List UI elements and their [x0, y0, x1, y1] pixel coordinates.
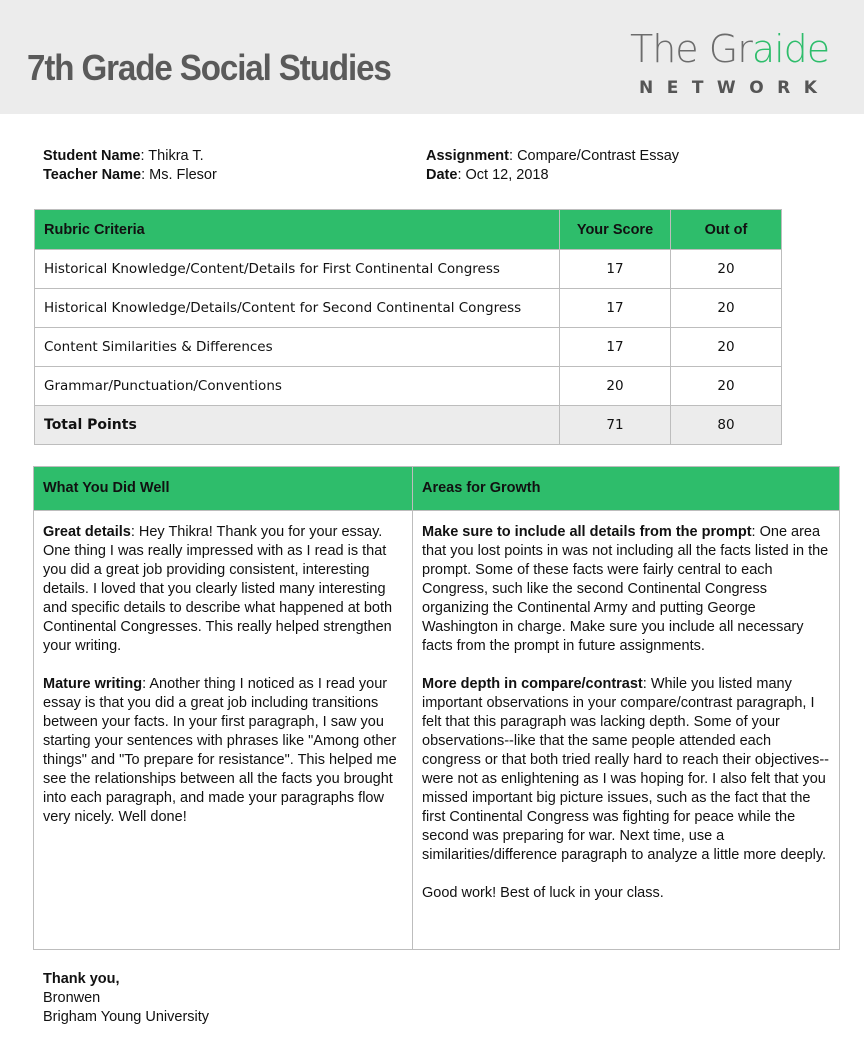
did-well-cell: [34, 511, 413, 950]
signoff: [43, 970, 209, 1027]
feedback-header-row: [34, 467, 840, 511]
feedback-text: : While you listed many important observations in your compare/contrast paragraph, I felt that this paragraph was lacking depth. Some of your observations--like that the same people attended each congress or that both tried really hard to reach their objectives--were not as enlightening as I was hoping for. I also felt that you missed important big picture issues, such as the fact that the first Continental Congress was fighting for peace while the second was preparing for war. Next time, use a similarities/difference paragraph to analyze a little more deeply.: [422, 676, 830, 863]
feedback-paragraph: [43, 675, 403, 827]
feedback-body-row: [34, 511, 840, 950]
score-cell: 17: [560, 250, 671, 289]
criteria-cell: Grammar/Punctuation/Conventions: [35, 367, 560, 406]
criteria-cell: Historical Knowledge/Details/Content for Second Continental Congress: [35, 289, 560, 328]
table-row: [35, 328, 782, 367]
closing-remark: Good work! Best of luck in your class.: [422, 885, 664, 901]
feedback-paragraph: [422, 675, 830, 865]
assignment-value: Compare/Contrast Essay: [517, 148, 680, 164]
graide-network-logo: [630, 28, 830, 100]
feedback-title: Great details: [43, 524, 131, 540]
out-of-cell: 20: [671, 289, 782, 328]
feedback-table: [33, 466, 840, 950]
rubric-table: [34, 209, 782, 445]
criteria-cell: Content Similarities & Differences: [35, 328, 560, 367]
assignment-line: Assignment: Compare/Contrast Essay: [426, 148, 680, 164]
out-of-header: Out of: [671, 210, 782, 250]
table-row: [35, 289, 782, 328]
logo-wordmark: [630, 28, 829, 70]
feedback-title: Mature writing: [43, 676, 143, 692]
signoff-name: Bronwen: [43, 990, 101, 1006]
date-label: Date: [426, 167, 458, 183]
student-name-line: Student Name: Thikra T.: [43, 148, 204, 164]
your-score-header: Your Score: [560, 210, 671, 250]
score-cell: 20: [560, 367, 671, 406]
growth-header: Areas for Growth: [413, 467, 840, 511]
out-of-cell: 20: [671, 250, 782, 289]
criteria-cell: Historical Knowledge/Content/Details for First Continental Congress: [35, 250, 560, 289]
signoff-school: Brigham Young University: [43, 1009, 210, 1025]
total-label-cell: Total Points: [35, 406, 560, 445]
feedback-text: : One area that you lost points in was not including all the facts listed in the prompt. Some of these facts were fairly central to each Congress, such like the second Continental Congress organizing the Continental Army and putting George Washington in charge. Make sure you include all necessary facts from the prompt in future assignments.: [422, 524, 829, 654]
teacher-name-line: Teacher Name: Ms. Flesor: [43, 167, 217, 183]
student-name-value: Thikra T.: [148, 148, 204, 164]
page-title: 7th Grade Social Studies: [27, 47, 391, 88]
teacher-name-label: Teacher Name: [43, 167, 142, 183]
assignment-label: Assignment: [426, 148, 509, 164]
date-value: Oct 12, 2018: [465, 167, 549, 183]
rubric-header-row: [35, 210, 782, 250]
page-header: [0, 0, 864, 114]
feedback-title: More depth in compare/contrast: [422, 676, 643, 692]
teacher-name-value: Ms. Flesor: [149, 167, 217, 183]
feedback-paragraph: [422, 523, 830, 656]
score-cell: 17: [560, 289, 671, 328]
feedback-title: Make sure to include all details from the prompt: [422, 524, 752, 540]
logo-wordmark-part1: The Gr: [630, 27, 752, 71]
out-of-cell: 20: [671, 328, 782, 367]
feedback-text: : Hey Thikra! Thank you for your essay. One thing I was really impressed with as I read is that you did a great job providing consistent, interesting details. I loved that you clearly listed many interesting and specific details to describe what happened at both Continental Congresses. This really helped strengthen your writing.: [43, 524, 393, 654]
signoff-thanks: Thank you,: [43, 971, 120, 987]
date-line: Date: Oct 12, 2018: [426, 167, 549, 183]
out-of-cell: 20: [671, 367, 782, 406]
table-row: [35, 367, 782, 406]
did-well-header: What You Did Well: [34, 467, 413, 511]
rubric-criteria-header: Rubric Criteria: [35, 210, 560, 250]
feedback-paragraph: [43, 523, 403, 656]
table-row: [35, 250, 782, 289]
growth-cell: [413, 511, 840, 950]
feedback-text: : Another thing I noticed as I read your essay is that you did a great job including transitions between your facts. In your first paragraph, I saw you starting your sentences with phrases like "Among other things" and "To prepare for resistance". This helped me see the relationships between all the facts you brought into each paragraph, and made your paragraphs flow very nicely. Well done!: [43, 676, 397, 825]
total-score-cell: 71: [560, 406, 671, 445]
total-out-of-cell: 80: [671, 406, 782, 445]
logo-subtitle: NETWORK: [639, 78, 831, 98]
total-row: [35, 406, 782, 445]
logo-wordmark-part2: aide: [751, 27, 830, 71]
student-name-label: Student Name: [43, 148, 141, 164]
score-cell: 17: [560, 328, 671, 367]
